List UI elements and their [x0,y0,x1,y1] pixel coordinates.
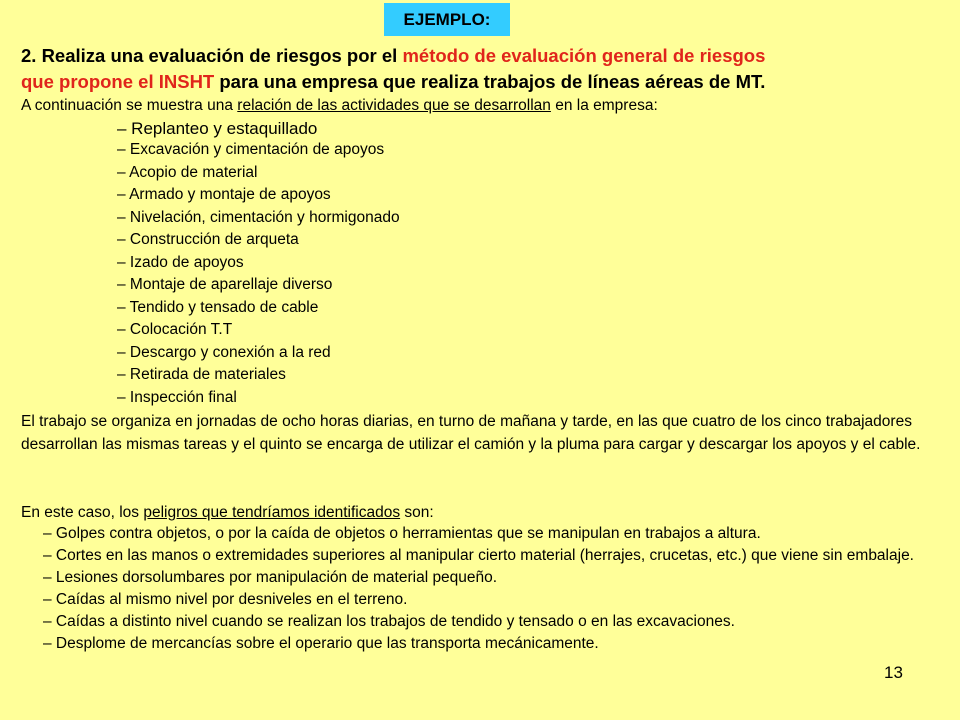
hazard-item: – Desplome de mercancías sobre el operario que las transporta mecánicamente. [43,635,599,652]
activity-item: – Construcción de arqueta [117,231,299,248]
activity-item: – Inspección final [117,388,237,406]
title-highlight-1: método de evaluación general de riesgos [402,45,766,66]
activities-intro [21,95,951,117]
activity-item: – Izado de apoyos [117,253,244,271]
activity-item: – Retirada de materiales [117,366,286,383]
hazards-intro [21,502,946,524]
title-text-1: 2. Realiza una evaluación de riesgos por el [21,45,403,66]
intro-after: en la empresa: [550,97,658,114]
activities-list [117,116,400,409]
example-badge: EJEMPLO: [384,3,510,36]
hazard-item: – Caídas al mismo nivel por desniveles en el terreno. [43,591,408,608]
activity-item: – Acopio de material [117,163,258,181]
peligros-before: En este caso, los [21,504,144,521]
activity-item: – Colocación T.T [117,321,233,338]
hazard-item: – Lesiones dorsolumbares por manipulación de material pequeño. [43,569,498,586]
hazards-list [43,523,923,655]
intro-before: A continuación se muestra una [21,97,238,114]
activity-item: – Nivelación, cimentación y hormigonado [117,208,400,226]
intro-underlined: relación de las actividades que se desarrollan [237,97,551,114]
hazard-item: – Golpes contra objetos, o por la caída de objetos o herramientas que se manipulan en trabajos a altura. [43,525,761,542]
hazard-item: – Caídas a distinto nivel cuando se realizan los trabajos de tendido y tensado o en las excavaciones. [43,613,735,630]
exercise-title [21,43,951,95]
activity-item: – Tendido y tensado de cable [117,298,319,316]
activity-item: – Replanteo y estaquillado [117,119,318,138]
activity-item: – Armado y montaje de apoyos [117,186,331,203]
title-text-2: para una empresa que realiza trabajos de líneas aéreas de MT. [214,71,766,92]
activity-item: – Descargo y conexión a la red [117,343,331,361]
hazard-item: – Cortes en las manos o extremidades superiores al manipular cierto material (herrajes, crucetas, etc.) que viene sin embalaje. [43,547,914,564]
title-highlight-2: que propone el INSHT [21,71,215,92]
peligros-after: son: [400,504,434,521]
page-number: 13 [884,663,903,682]
activity-item: – Excavación y cimentación de apoyos [117,141,385,158]
work-organization-paragraph: El trabajo se organiza en jornadas de ocho horas diarias, en turno de mañana y tarde, en las que cuatro de los cinco trabajadores desarrollan las mismas tareas y el quinto se encarga de utilizar el camión y la pluma para cargar y descargar los apoyos y el cable. [21,413,921,453]
activity-item: – Montaje de aparellaje diverso [117,276,333,293]
peligros-underlined: peligros que tendríamos identificados [143,504,401,521]
